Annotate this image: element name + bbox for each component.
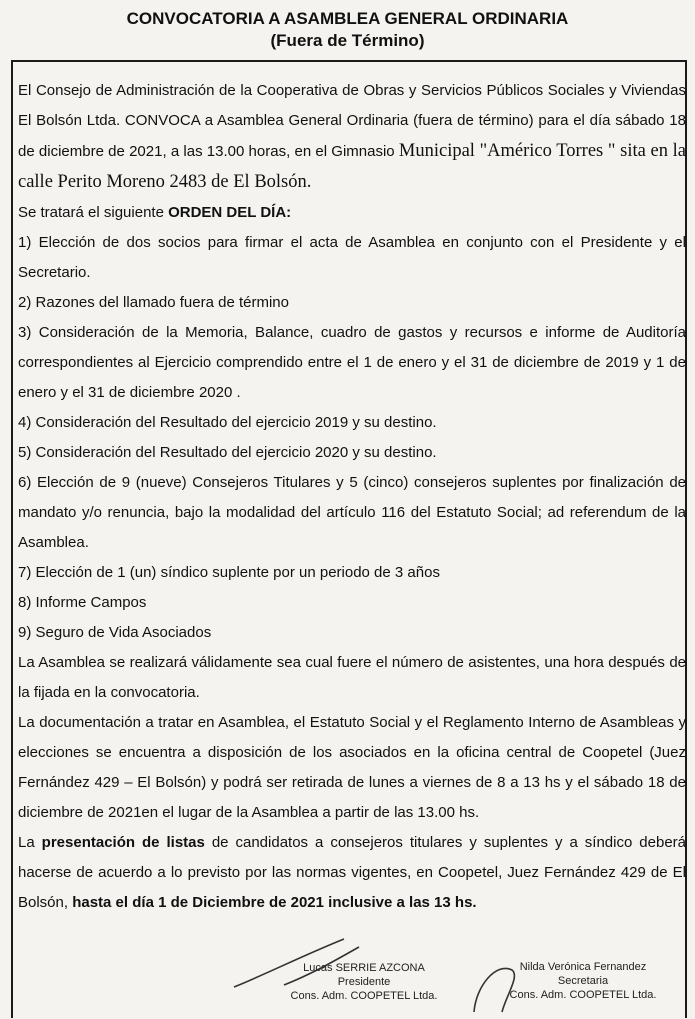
agenda-lead: Se tratará el siguiente xyxy=(18,204,169,221)
president-signature xyxy=(264,961,464,1003)
intro-paragraph xyxy=(18,76,686,198)
intro-text: El Consejo de Administración de la Cooperativa de Obras y Servicios Públicos Sociales y Viviendas El Bolsón Ltda. CONVOCA a Asamblea General Ordinaria (fuera de término) para el día sábado 18 de diciembre de 2021, a las 13.00 horas, en el Gimnasio xyxy=(18,82,686,160)
agenda-item: 4) Consideración del Resultado del ejercicio 2019 y su destino. xyxy=(18,414,437,431)
lists-text-2: presentación de listas xyxy=(41,834,205,851)
lists-deadline: hasta el día 1 de Diciembre de 2021 inclusive a las 13 hs. xyxy=(72,894,477,911)
intro-venue: Municipal "Américo Torres " sita en la calle Perito Moreno 2483 de El Bolsón. xyxy=(18,141,687,192)
signer-role: Secretaria xyxy=(557,975,609,987)
agenda-item: 9) Seguro de Vida Asociados xyxy=(18,624,212,641)
agenda-item: 3) Consideración de la Memoria, Balance, cuadro de gastos y recursos e informe de Auditoría correspondientes al Ejercicio comprendido entre el 1 de enero y el 31 de diciembre de 2019 y 1 de enero y el 31 de diciembre 2020 . xyxy=(18,324,686,401)
signer-org: Cons. Adm. COOPETEL Ltda. xyxy=(509,989,657,1001)
agenda-item: 6) Elección de 9 (nueve) Consejeros Titulares y 5 (cinco) consejeros suplentes por finalización de mandato y/o renuncia, bajo la modalidad del artículo 116 del Estatuto Social; ad referendum de la Asamblea. xyxy=(18,474,686,551)
signature-scribble-icon xyxy=(466,956,526,1016)
documentation-paragraph: La documentación a tratar en Asamblea, el Estatuto Social y el Reglamento Interno de Asambleas y elecciones se encuentra a disposición de los asociados en la oficina central de Coopetel (Juez Fernández 429 – El Bolsón) y podrá ser retirada de lunes a viernes de 8 a 13 hs y el sábado 18 de diciembre de 2021en el lugar de la Asamblea a partir de las 13.00 hs. xyxy=(18,714,686,821)
lists-paragraph xyxy=(18,828,686,918)
signature-scribble-icon xyxy=(224,935,424,993)
agenda-item: 5) Consideración del Resultado del ejercicio 2020 y su destino. xyxy=(18,444,437,461)
agenda-heading xyxy=(18,198,686,228)
agenda-item: 1) Elección de dos socios para firmar el acta de Asamblea en conjunto con el Presidente y el Secretario. xyxy=(18,234,686,281)
lists-text-3: de candidatos a consejeros titulares y suplentes y a síndico deberá hacerse de acuerdo a lo previsto por las normas vigentes, en Coopetel, Juez Fernández 429 de El Bolsón, xyxy=(18,834,687,911)
signer-org: Cons. Adm. COOPETEL Ltda. xyxy=(290,990,438,1002)
agenda-item: 7) Elección de 1 (un) síndico suplente por un periodo de 3 años xyxy=(18,564,440,581)
signer-name: Nilda Verónica Fernandez xyxy=(519,961,647,973)
lists-text-1: La xyxy=(18,834,42,851)
document-subtitle: (Fuera de Término) xyxy=(270,31,425,50)
signer-name: Lucas SERRIE AZCONA xyxy=(303,962,425,974)
quorum-paragraph: La Asamblea se realizará válidamente sea cual fuere el número de asistentes, una hora después de la fijada en la convocatoria. xyxy=(18,654,686,701)
agenda-item: 8) Informe Campos xyxy=(18,594,147,611)
agenda-title: ORDEN DEL DÍA: xyxy=(168,204,292,221)
notice-body xyxy=(18,76,686,918)
signer-role: Presidente xyxy=(337,976,391,988)
agenda-item: 2) Razones del llamado fuera de término xyxy=(18,294,289,311)
document-title: CONVOCATORIA A ASAMBLEA GENERAL ORDINARIA xyxy=(126,9,569,28)
secretary-signature xyxy=(488,960,678,1002)
